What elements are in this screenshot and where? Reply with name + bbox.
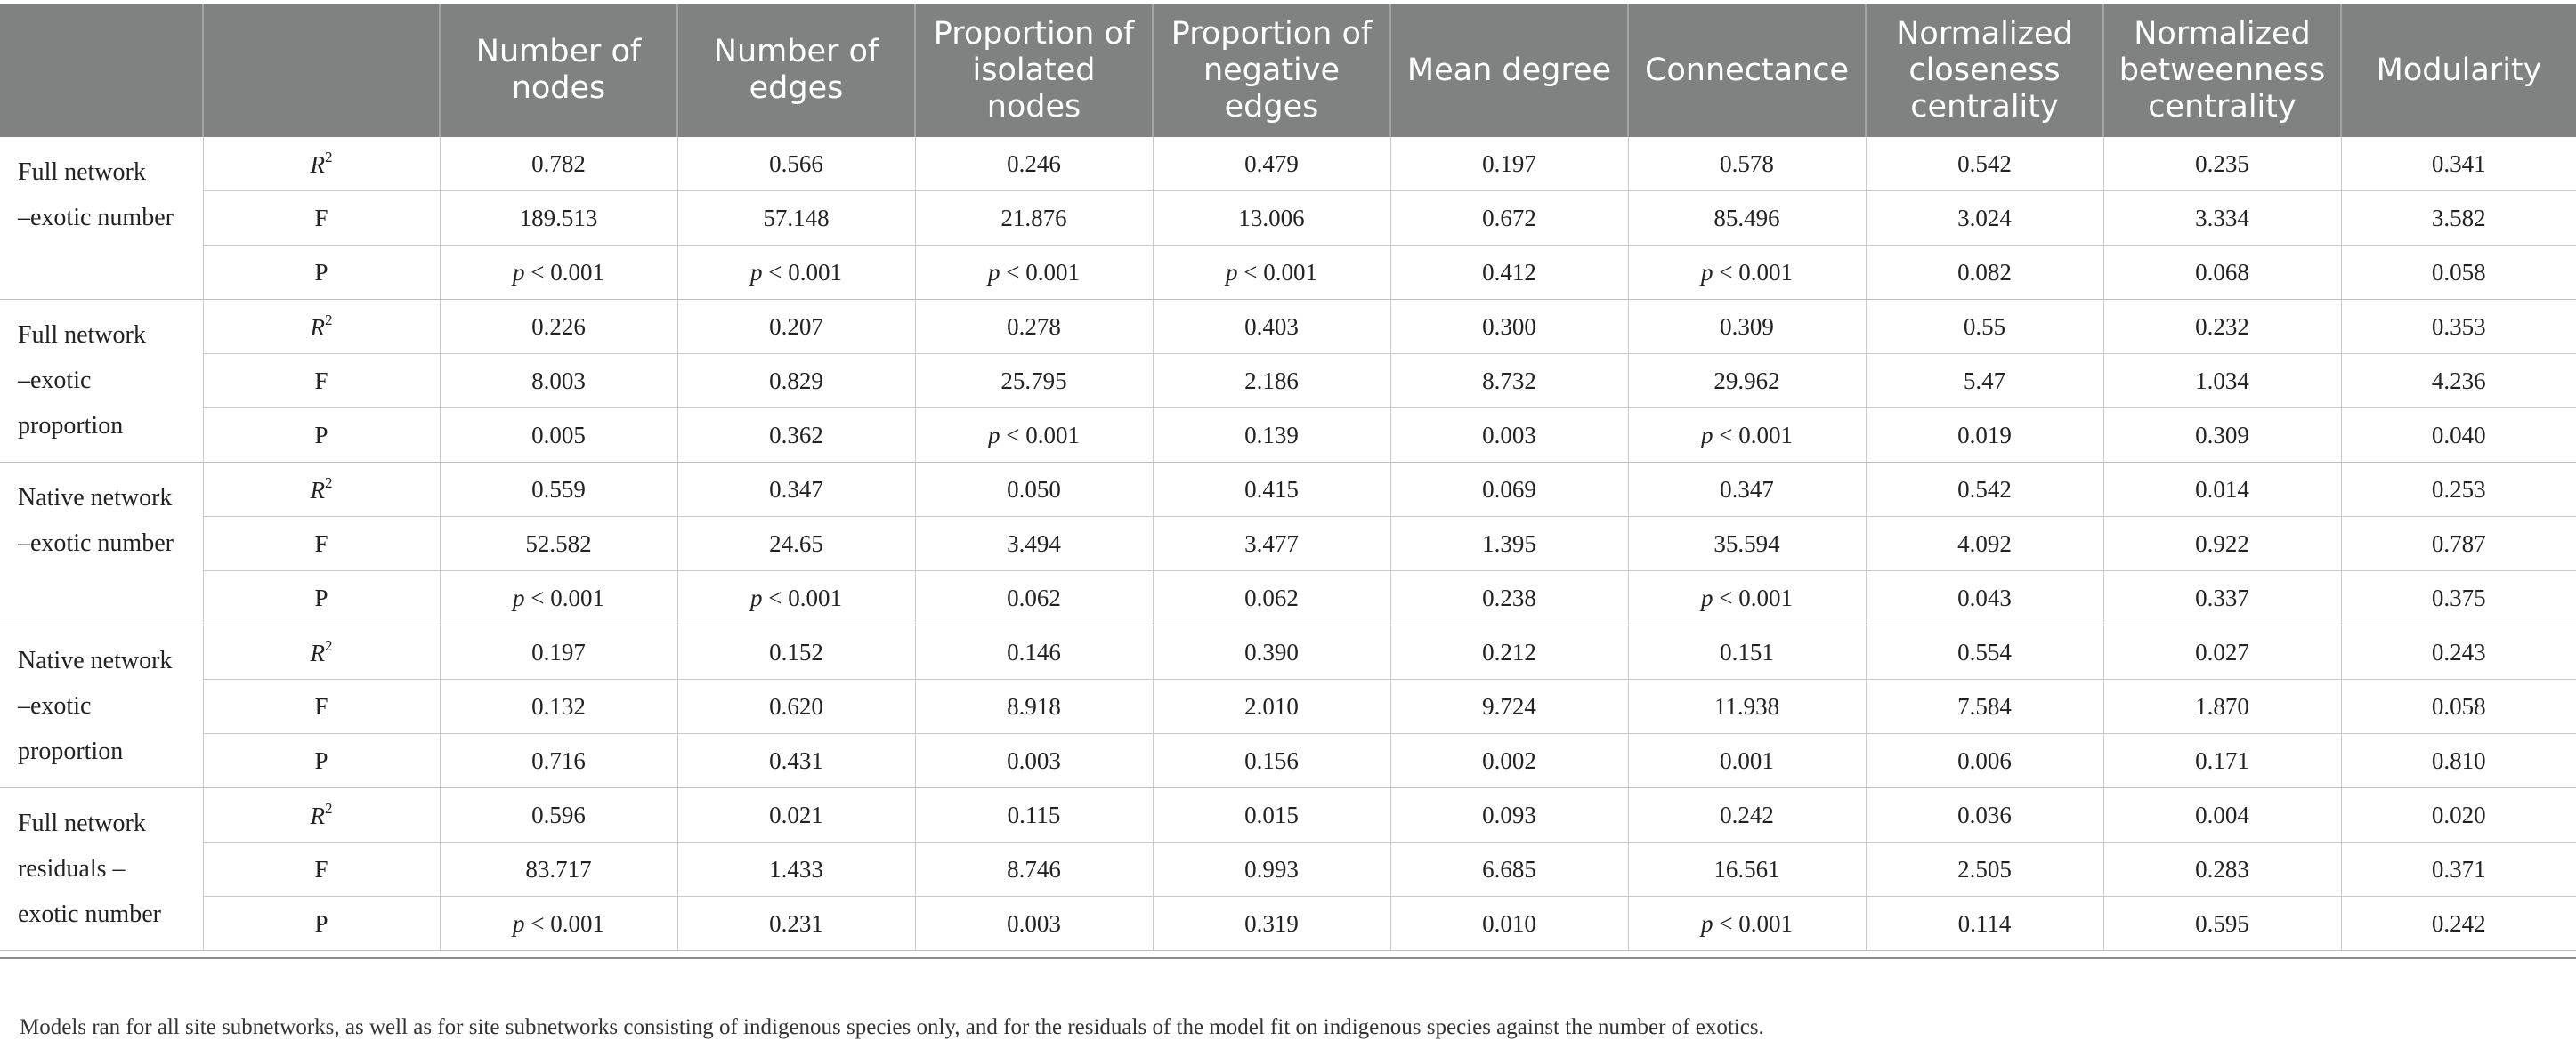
table-cell: 3.334 [2103, 191, 2341, 246]
model-label-line: –exotic number [18, 529, 174, 557]
table-cell: 0.152 [677, 625, 915, 680]
table-cell: 8.918 [915, 680, 1153, 734]
table-cell: 0.55 [1866, 300, 2103, 354]
model-label-line: exotic number [18, 900, 161, 928]
p-symbol: p [988, 421, 1000, 448]
table-cell: p < 0.001 [1628, 897, 1866, 951]
table-cell: 4.236 [2341, 354, 2576, 408]
table-cell: p < 0.001 [1628, 246, 1866, 300]
table-cell: 0.672 [1390, 191, 1628, 246]
p-symbol: p [1226, 258, 1238, 286]
table-cell: 0.115 [915, 788, 1153, 843]
table-cell: 0.716 [440, 734, 677, 788]
model-label [0, 463, 203, 625]
table-cell: 0.559 [440, 463, 677, 517]
stat-label-text: P [314, 909, 328, 937]
table-cell: 9.724 [1390, 680, 1628, 734]
table-cell: 0.062 [1153, 571, 1390, 625]
stat-label [203, 788, 440, 843]
model-label-line: Full network [18, 810, 146, 837]
table-cell: 0.578 [1628, 137, 1866, 191]
table-cell: 1.870 [2103, 680, 2341, 734]
table-cell: 0.010 [1390, 897, 1628, 951]
table-cell: 0.341 [2341, 137, 2576, 191]
table-cell: 16.561 [1628, 843, 1866, 897]
table-cell: 0.062 [915, 571, 1153, 625]
header-row [0, 4, 2576, 137]
stat-label-text: F [314, 204, 328, 231]
r-squared-label [310, 311, 333, 341]
p-symbol: p [988, 258, 1000, 286]
table-cell: p < 0.001 [440, 571, 677, 625]
table-cell: 0.362 [677, 408, 915, 463]
table-cell: p < 0.001 [440, 897, 677, 951]
stat-label [203, 300, 440, 354]
table-cell: 0.431 [677, 734, 915, 788]
stat-superscript: 2 [325, 800, 333, 817]
table-cell: 0.197 [1390, 137, 1628, 191]
table-cell: 2.505 [1866, 843, 2103, 897]
table-cell: 0.212 [1390, 625, 1628, 680]
table-cell: 0.058 [2341, 680, 2576, 734]
table-cell: 0.620 [677, 680, 915, 734]
column-header: Modularity [2341, 4, 2576, 137]
table-cell: 2.010 [1153, 680, 1390, 734]
table-cell: p < 0.001 [677, 246, 915, 300]
stat-label-text: F [314, 529, 328, 557]
table-cell: 0.412 [1390, 246, 1628, 300]
table-cell: 0.005 [440, 408, 677, 463]
table-cell: 0.003 [915, 897, 1153, 951]
p-symbol: p [1701, 421, 1713, 448]
table-cell: 0.040 [2341, 408, 2576, 463]
stat-label [203, 517, 440, 571]
table-cell: 13.006 [1153, 191, 1390, 246]
column-header: Proportion of isolated nodes [915, 4, 1153, 137]
stat-label-text: F [314, 692, 328, 720]
table-body [0, 137, 2576, 951]
model-label-line: proportion [18, 738, 124, 765]
stat-label [203, 734, 440, 788]
stat-label [203, 843, 440, 897]
table-cell: 0.197 [440, 625, 677, 680]
table-cell: 0.554 [1866, 625, 2103, 680]
table-cell: 0.082 [1866, 246, 2103, 300]
table-cell: 0.253 [2341, 463, 2576, 517]
table-cell: 0.068 [2103, 246, 2341, 300]
stat-label-text: P [314, 258, 328, 286]
table-cell: 0.027 [2103, 625, 2341, 680]
table-cell: 0.347 [677, 463, 915, 517]
stat-label-text: P [314, 584, 328, 611]
p-symbol: p [513, 584, 525, 611]
table-cell: 0.278 [915, 300, 1153, 354]
p-symbol: p [1701, 258, 1713, 286]
stat-label-text: R [310, 151, 325, 178]
table-cell: 3.494 [915, 517, 1153, 571]
table-cell: 21.876 [915, 191, 1153, 246]
table-row [0, 246, 2576, 300]
table-cell: 0.238 [1390, 571, 1628, 625]
table-cell: 0.309 [2103, 408, 2341, 463]
table-cell: 85.496 [1628, 191, 1866, 246]
table-row [0, 191, 2576, 246]
stat-label [203, 408, 440, 463]
table-cell: 0.566 [677, 137, 915, 191]
table-cell: 0.020 [2341, 788, 2576, 843]
model-label-line: –exotic number [18, 204, 174, 231]
table-cell: 0.595 [2103, 897, 2341, 951]
table-cell: 5.47 [1866, 354, 2103, 408]
table-cell: 0.050 [915, 463, 1153, 517]
model-label [0, 300, 203, 463]
table-row [0, 408, 2576, 463]
table-cell: 11.938 [1628, 680, 1866, 734]
table-cell: 1.433 [677, 843, 915, 897]
table-cell: 0.542 [1866, 137, 2103, 191]
table-cell: 0.232 [2103, 300, 2341, 354]
r-squared-label [310, 800, 333, 829]
table-cell: 0.782 [440, 137, 677, 191]
stat-label [203, 354, 440, 408]
model-label [0, 625, 203, 788]
table-cell: 0.156 [1153, 734, 1390, 788]
table-cell: p < 0.001 [677, 571, 915, 625]
table-cell: 7.584 [1866, 680, 2103, 734]
table-cell: 57.148 [677, 191, 915, 246]
table-row [0, 137, 2576, 191]
table-cell: 0.014 [2103, 463, 2341, 517]
table-wrapper [0, 4, 2576, 951]
table-row [0, 843, 2576, 897]
column-header: Number of nodes [440, 4, 677, 137]
table-cell: 8.746 [915, 843, 1153, 897]
table-cell: 0.069 [1390, 463, 1628, 517]
column-header: Number of edges [677, 4, 915, 137]
table-cell: 0.787 [2341, 517, 2576, 571]
table-cell: 0.309 [1628, 300, 1866, 354]
model-label-line: residuals – [18, 855, 126, 883]
table-cell: 29.962 [1628, 354, 1866, 408]
table-cell: 0.015 [1153, 788, 1390, 843]
table-cell: p < 0.001 [1153, 246, 1390, 300]
model-label [0, 137, 203, 300]
table-row [0, 680, 2576, 734]
model-label-line: Full network [18, 321, 146, 349]
table-cell: p < 0.001 [915, 408, 1153, 463]
stat-superscript: 2 [325, 474, 333, 491]
table-cell: 0.003 [915, 734, 1153, 788]
table-cell: 0.347 [1628, 463, 1866, 517]
table-cell: 0.829 [677, 354, 915, 408]
table-cell: 0.243 [2341, 625, 2576, 680]
table-cell: 4.092 [1866, 517, 2103, 571]
table-cell: 0.415 [1153, 463, 1390, 517]
model-label-line: proportion [18, 412, 124, 440]
stat-label-text: R [310, 640, 325, 666]
column-header [203, 4, 440, 137]
table-cell: 0.371 [2341, 843, 2576, 897]
table-bottom-rule [0, 957, 2576, 959]
table-cell: 3.024 [1866, 191, 2103, 246]
table-cell: 25.795 [915, 354, 1153, 408]
table-row [0, 517, 2576, 571]
stat-label [203, 137, 440, 191]
table-cell: 8.732 [1390, 354, 1628, 408]
table-cell: 0.810 [2341, 734, 2576, 788]
stat-label-text: R [310, 477, 325, 504]
table-cell: 0.596 [440, 788, 677, 843]
table-cell: 0.171 [2103, 734, 2341, 788]
table-cell: 0.300 [1390, 300, 1628, 354]
table-cell: 0.002 [1390, 734, 1628, 788]
stat-label-text: R [310, 314, 325, 341]
table-cell: 0.006 [1866, 734, 2103, 788]
r-squared-label [310, 637, 333, 666]
table-cell: 0.242 [1628, 788, 1866, 843]
table-cell: 8.003 [440, 354, 677, 408]
table-cell: 0.283 [2103, 843, 2341, 897]
table-cell: 0.207 [677, 300, 915, 354]
stat-label-text: P [314, 746, 328, 774]
table-cell: p < 0.001 [440, 246, 677, 300]
table-cell: 0.319 [1153, 897, 1390, 951]
stat-label [203, 571, 440, 625]
table-cell: p < 0.001 [915, 246, 1153, 300]
table-cell: 0.043 [1866, 571, 2103, 625]
stat-superscript: 2 [325, 149, 333, 165]
table-cell: 3.582 [2341, 191, 2576, 246]
table-cell: 0.058 [2341, 246, 2576, 300]
column-header: Proportion of negative edges [1153, 4, 1390, 137]
table-cell: 2.186 [1153, 354, 1390, 408]
model-label-line: –exotic [18, 692, 92, 720]
stat-label [203, 191, 440, 246]
stat-label [203, 680, 440, 734]
table-cell: 0.036 [1866, 788, 2103, 843]
p-symbol: p [750, 258, 763, 286]
table-cell: 0.242 [2341, 897, 2576, 951]
p-symbol: p [1701, 909, 1713, 937]
table-cell: 0.001 [1628, 734, 1866, 788]
p-symbol: p [750, 584, 763, 611]
table-cell: 0.246 [915, 137, 1153, 191]
table-cell: 0.337 [2103, 571, 2341, 625]
table-row [0, 300, 2576, 354]
stat-label-text: F [314, 367, 328, 394]
table-cell: 35.594 [1628, 517, 1866, 571]
table-footnote: Models ran for all site subnetworks, as well as for site subnetworks consisting of indigenous species only, and for the residuals of the model fit on indigenous species against the number of exotics. [20, 1015, 1764, 1039]
column-header: Mean degree [1390, 4, 1628, 137]
results-table [0, 4, 2576, 951]
table-row [0, 571, 2576, 625]
table-cell: 0.146 [915, 625, 1153, 680]
table-row [0, 354, 2576, 408]
stat-superscript: 2 [325, 311, 333, 328]
stat-superscript: 2 [325, 637, 333, 654]
table-row [0, 625, 2576, 680]
table-cell: 0.403 [1153, 300, 1390, 354]
model-label-line: Native network [18, 484, 173, 512]
table-cell: p < 0.001 [1628, 408, 1866, 463]
table-cell: 24.65 [677, 517, 915, 571]
stat-label [203, 625, 440, 680]
table-cell: 0.021 [677, 788, 915, 843]
table-cell: 1.395 [1390, 517, 1628, 571]
table-cell: p < 0.001 [1628, 571, 1866, 625]
table-cell: 0.003 [1390, 408, 1628, 463]
table-cell: 0.114 [1866, 897, 2103, 951]
table-cell: 0.231 [677, 897, 915, 951]
model-label-line: Native network [18, 647, 173, 674]
table-cell: 0.004 [2103, 788, 2341, 843]
column-header: Connectance [1628, 4, 1866, 137]
model-label [0, 788, 203, 951]
table-cell: 0.375 [2341, 571, 2576, 625]
model-label-line: –exotic [18, 367, 92, 394]
table-cell: 0.226 [440, 300, 677, 354]
table-row [0, 734, 2576, 788]
table-row [0, 463, 2576, 517]
table-cell: 0.019 [1866, 408, 2103, 463]
model-label-line: Full network [18, 158, 146, 186]
p-symbol: p [513, 909, 525, 937]
table-cell: 0.151 [1628, 625, 1866, 680]
stat-label [203, 463, 440, 517]
table-cell: 83.717 [440, 843, 677, 897]
column-header: Normalized betweenness centrality [2103, 4, 2341, 137]
p-symbol: p [513, 258, 525, 286]
table-cell: 0.479 [1153, 137, 1390, 191]
table-cell: 1.034 [2103, 354, 2341, 408]
column-header [0, 4, 203, 137]
table-cell: 52.582 [440, 517, 677, 571]
r-squared-label [311, 151, 333, 178]
table-cell: 0.390 [1153, 625, 1390, 680]
table-cell: 0.993 [1153, 843, 1390, 897]
r-squared-label [310, 474, 333, 504]
table-row [0, 897, 2576, 951]
stat-label [203, 246, 440, 300]
column-header: Normalized closeness centrality [1866, 4, 2103, 137]
table-cell: 0.235 [2103, 137, 2341, 191]
table-cell: 0.353 [2341, 300, 2576, 354]
stat-label-text: P [314, 421, 328, 448]
table-row [0, 788, 2576, 843]
p-symbol: p [1701, 584, 1713, 611]
table-header [0, 4, 2576, 137]
table-cell: 0.139 [1153, 408, 1390, 463]
table-cell: 6.685 [1390, 843, 1628, 897]
table-cell: 189.513 [440, 191, 677, 246]
stat-label [203, 897, 440, 951]
table-cell: 0.132 [440, 680, 677, 734]
stat-label-text: F [314, 855, 328, 883]
table-cell: 0.093 [1390, 788, 1628, 843]
stat-label-text: R [310, 803, 325, 829]
table-cell: 0.922 [2103, 517, 2341, 571]
table-cell: 0.542 [1866, 463, 2103, 517]
table-cell: 3.477 [1153, 517, 1390, 571]
